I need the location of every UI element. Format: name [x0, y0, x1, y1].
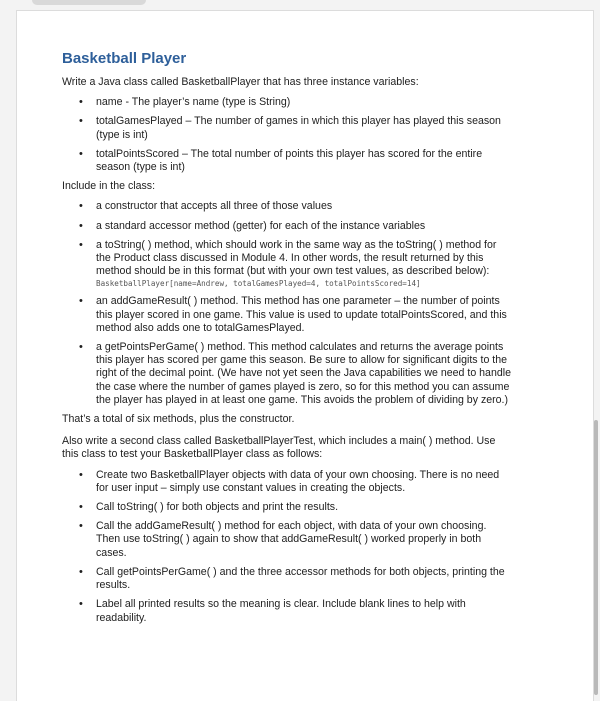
document-content — [62, 50, 512, 631]
list-item — [62, 239, 512, 290]
list-item: • name - The player’s name (type is String) — [62, 96, 512, 109]
list-item: • a standard accessor method (getter) for each of the instance variables — [62, 220, 512, 233]
list-item: • Call the addGameResult( ) method for each object, with data of your own choosing. Then use toString( ) again to show that addGameResult( ) worked properly in both cases. — [62, 520, 512, 560]
list-item: • Label all printed results so the meaning is clear. Include blank lines to help with readability. — [62, 598, 512, 624]
list-item: • totalGamesPlayed – The number of games in which this player has played this season (type is int) — [62, 115, 512, 141]
include-list — [62, 200, 512, 407]
test-intro-paragraph: Also write a second class called BasketballPlayerTest, which includes a main( ) method. Use this class to test your BasketballPlayer class as follows: — [62, 435, 496, 461]
tostring-description: a toString( ) method, which should work in the same way as the toString( ) method for the Product class discussed in Module 4. In other words, the result returned by this method should be in this format (but with your own test values, as described below): — [96, 238, 497, 278]
list-item: • Create two BasketballPlayer objects with data of your own choosing. There is no need for user input – simply use constant values in creating the objects. — [62, 469, 512, 495]
list-item: • Call toString( ) for both objects and print the results. — [62, 501, 512, 514]
vertical-scrollbar[interactable] — [594, 420, 598, 695]
instance-variable-list — [62, 96, 512, 174]
test-list — [62, 469, 512, 625]
include-label: Include in the class: — [62, 180, 156, 193]
list-item: • a constructor that accepts all three of those values — [62, 200, 512, 213]
summary-paragraph: That’s a total of six methods, plus the constructor. — [62, 413, 295, 426]
list-item: • totalPointsScored – The total number of points this player has scored for the entire season (type is int) — [62, 148, 512, 174]
list-item: • an addGameResult( ) method. This method has one parameter – the number of points this player scored in one game. This value is used to update totalPointsScored, and this method also adds one to totalGamesPlayed. — [62, 295, 512, 335]
top-tab — [32, 0, 146, 5]
list-item: • Call getPointsPerGame( ) and the three accessor methods for both objects, printing the results. — [62, 566, 512, 592]
list-item: • a getPointsPerGame( ) method. This method calculates and returns the average points this player has scored per game this season. Be sure to allow for significant digits to the right of the decimal point. (We have not yet seen the Java capabilities we need to handle the case where the number of games played is zero, so for this method you can assume the player has played in at least one game. This avoids the problem of dividing by zero.) — [62, 341, 512, 407]
page-title: Basketball Player — [62, 50, 187, 67]
intro-paragraph: Write a Java class called BasketballPlayer that has three instance variables: — [62, 76, 419, 88]
tostring-example-code: BasketballPlayer[name=Andrew, totalGamesPlayed=4, totalPointsScored=14] — [96, 279, 421, 289]
